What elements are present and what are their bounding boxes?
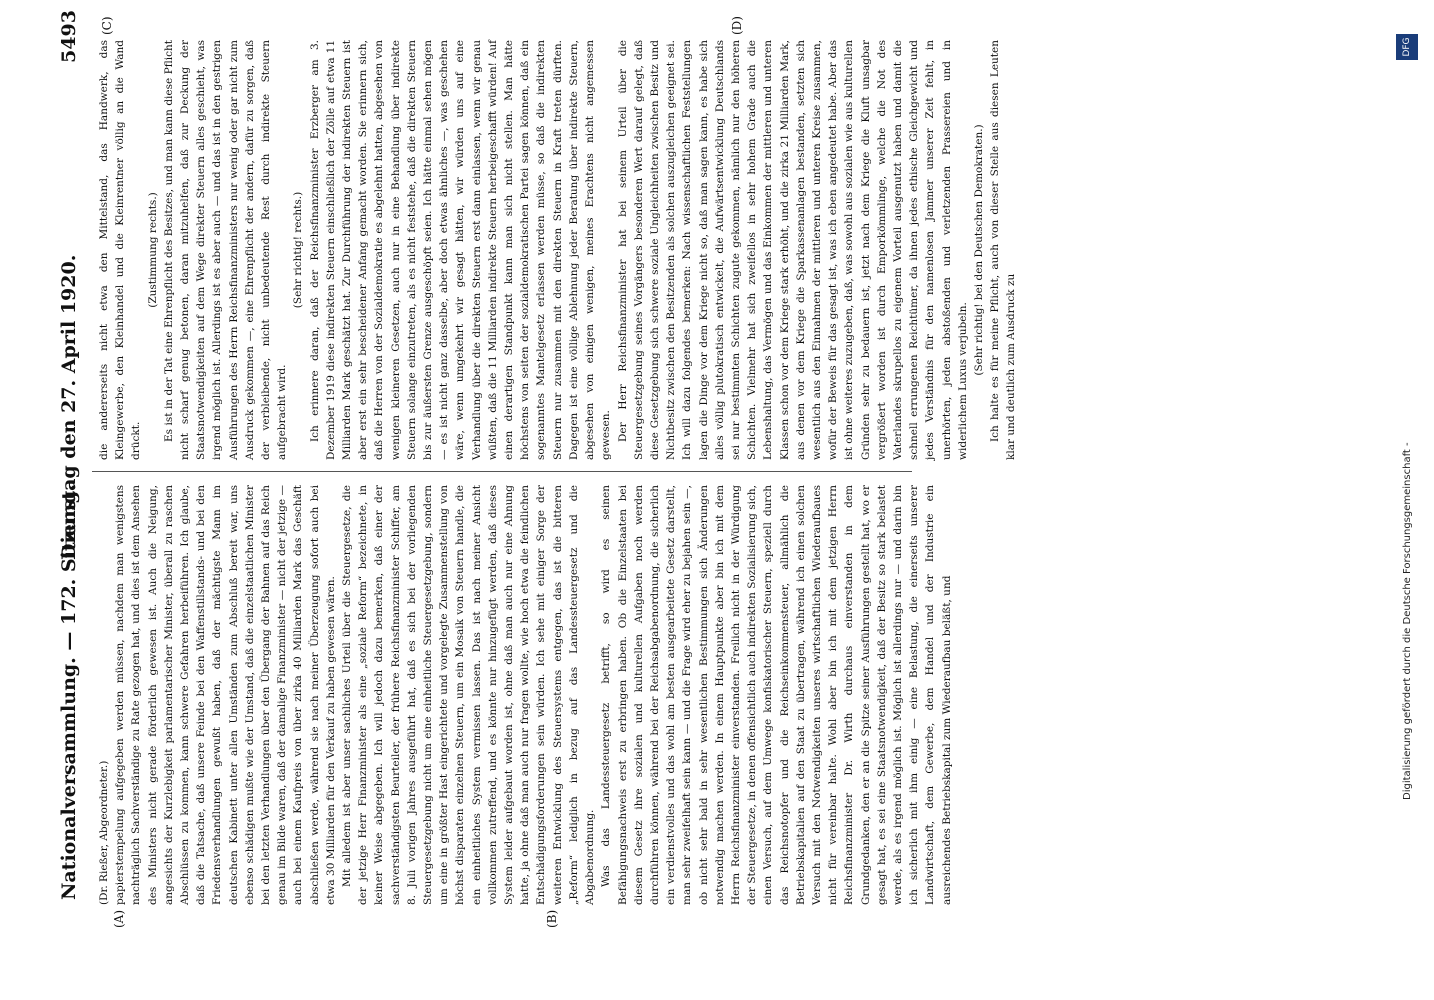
header-date: Dienstag den 27. April 1920. xyxy=(58,254,80,560)
column-divider xyxy=(92,471,912,472)
speaker-line: (Dr. Rießer, Abgeordneter.) xyxy=(98,760,110,905)
dfg-logo: DFG xyxy=(1396,34,1418,60)
digitization-note: Digitalisierung gefördert durch die Deutsche Forschungsgemeinschaft - xyxy=(1402,442,1413,800)
page-number: 5493 xyxy=(58,10,80,63)
paragraph: Mit alledem ist aber unser sachliches Urteil über die Steuergesetze, die der jetzige Herr Finanzminister als eine „soziale Reform“ bezeichnete, in keiner Weise abgegeben. Ich will jedoch dazu bemerken, daß einer der sachverständigsten Beurteiler, der frühere Reichsfinanzminister Schiffer, am 8. Juli vorigen Jahres ausgeführt hat, daß es sich bei der vorliegenden Steuergesetzgebung nicht um eine einheitliche Steuergesetzgebung, sondern um eine in größter Hast eingerichtete und vorgelegte Zusammenstellung von höchst disparaten einzelnen Steuern, um ein Mosaik von Steuern handle, die ein einheitliches System vermissen lassen. Das ist nach meiner Ansicht vollkommen zutreffend, und es könnte nur hinzugefügt werden, daß dieses System leider aufgebaut worden ist, ohne daß man auch nur eine Ahnung hatte, ja ohne daß man auch nur fragen wollte, wie hoch etwa die feindlichen Entschädigungsforderungen sein würden. Ich sehe mit einiger Sorge der weiteren Entwicklung des Steuersystems entgegen, das ist die bitteren „Reform“ lediglich in bezug auf das Landessteuergesetz und die Abgabenordnung. xyxy=(341,485,597,905)
paragraph: Was das Landessteuergesetz betrifft, so wird es seinen Befähigungsnachweis erst zu erbringen haben. Ob die Einzelstaaten bei diesem Gesetz ihre sozialen und kulturellen Aufgaben noch werden durchführen können, während bei der Reichsabgabenordnung, die sicherlich ein verdienstvolles und das wohl am besten ausgearbeitete Gesetz darstellt, man sehr zweifelhaft sein kann — und die Frage wird eher zu bejahen sein —, ob nicht sehr bald in sehr wesentlichen Bestimmungen sich Änderungen notwendig machen werden. In einem Hauptpunkte aber bin ich mit dem Herrn Reichsfinanzminister einverstanden. Freilich nicht in der Würdigung der Steuergesetze, in denen offensichtlich auch indirekten Sozialisierung sich, einen Versuch, auf dem Umwege konfiskatorischer Steuern, speziell durch das Reichsnotopfer und die Reichseinkommensteuer, allmählich die Betriebskapitalien auf den Staat zu übertragen, während ich einen solchen Versuch mit den Notwendigkeiten unseres wirtschaftlichen Wiederaufbaues nicht für vereinbar halte. Wohl aber bin ich mit dem jetzigen Herrn Reichsfinanzminister Dr. Wirth durchaus einverstanden in dem Grundgedanken, den er an die Spitze seiner Ausführungen gestellt hat, wo er gesagt hat, es sei eine Staatsnotwendigkeit, daß der Besitz so stark belastet werde, als es irgend möglich ist. Möglich ist allerdings nur — und darin bin ich sicherlich mit ihm einig — eine Belastung, die einerseits unserer Landwirtschaft, dem Gewerbe, dem Handel und der Industrie ein ausreichendes Betriebskapital zum Wiederaufbau beläßt, und xyxy=(600,485,953,905)
margin-marker-b: (B) xyxy=(545,909,559,928)
interjection: (Zustimmung rechts.) xyxy=(146,192,159,308)
right-column xyxy=(96,40,1018,460)
paragraph: Ich halte es für meine Pflicht, auch von dieser Stelle aus diesen Leuten klar und deutlich zum Ausdruck zu xyxy=(989,40,1018,460)
interjection: (Sehr richtig! bei den Deutschen Demokraten.) xyxy=(972,124,985,376)
paragraph: papierstempelung aufgegeben werden müssen, nachdem man wenigstens nachträglich Sachverständige zu Rate gezogen hat, und dies ist dem Ansehen des Ministers nicht gerade förderlich gewesen ist. Auch die Neigung, angesichts der Kurzlebigkeit parlamentarischer Minister, überall zu raschen Abschlüssen zu kommen, kann schwere Gefahren herbeiführen. Ich glaube, daß die Tatsache, daß unsere Feinde bei den Waffenstillstands- und bei den Friedensverhandlungen gewußt haben, daß der mächtigste Mann im deutschen Kabinett unter allen Umständen zum Abschluß bereit war, uns ebenso schädigen mußte wie der Umstand, daß die einzelstaatlichen Minister bei den letzten Verhandlungen über den Übergang der Bahnen auf das Reich genau im Bilde waren, daß der damalige Finanzminister — nicht der jetzige — auch bei einem Kaufpreis von über zirka 40 Milliarden Mark das Geschäft abschließen werde, während sie nach meiner Überzeugung sofort auch bei etwa 30 Milliarden für den Verkauf zu haben gewesen wären. xyxy=(114,485,337,905)
margin-marker-a: (A) xyxy=(112,909,126,928)
paragraph: Der Herr Reichsfinanzminister hat bei seinem Urteil über die Steuergesetzgebung seines Vorgängers besonderen Wert darauf gelegt, daß diese Gesetzgebung sich schwere soziale Ungleichheiten zwischen Besitz und Nichtbesitz zwischen den Besitzenden als solchen auszugleichen geeignet sei. Ich will dazu folgendes bemerken: Nach wissenschaftlichen Feststellungen lagen die Dinge vor dem Kriege nicht so, daß man sagen kann, es habe sich alles völlig plutokratisch entwickelt, die Aufwärtsentwicklung Deutschlands sei nur bestimmten Schichten zugute gekommen, nämlich nur den höheren Schichten. Vielmehr hat sich zweifellos in sehr hohem Grade auch die Lebenshaltung, das Vermögen und das Einkommen der mittleren und unteren Klassen schon vor dem Kriege stark erhöht, und die zirka 21 Milliarden Mark, aus denen vor dem Kriege die Sparkassenanlagen bestanden, setzten sich wesentlich aus den Einnahmen der mittleren und unteren Kreise zusammen, wofür der Beweis für das gesagt ist, was ich eben angedeutet habe. Aber das ist ohne weiteres zuzugeben, daß, was sowohl aus sozialen wie aus kulturellen Gründen sehr zu bedauern ist, jetzt nach dem Kriege die Kluft unsagbar vergrößert worden ist durch Emporkömmlinge, welche die Not des Vaterlandes skrupellos zu eigenem Vorteil ausgenutzt haben und damit die schnell errungenen Reichtümer, da ihnen jedes ethische Gleichgewicht und jedes Verständnis für den namenlosen Jammer unserer Zeit fehlt, in unerhörten, jeden abstoßenden und verletzenden Prassereien und in widerlichem Luxus verjubeln. xyxy=(616,40,969,460)
interjection: (Sehr richtig! rechts.) xyxy=(292,191,305,309)
left-column xyxy=(96,485,953,905)
running-head xyxy=(58,10,84,970)
paragraph: die andererseits nicht etwa den Mittelstand, das Handwerk, das Kleingewerbe, den Kleinhandel und die Kleinrentner völlig an die Wand drückt. xyxy=(98,40,143,460)
header-title: Nationalversammlung. — 172. Sitzung. xyxy=(58,484,80,900)
margin-marker-c: (C) xyxy=(100,16,114,35)
paragraph: Ich erinnere daran, daß der Reichsfinanzminister Erzberger am 3. Dezember 1919 diese indirekten Steuern einschließlich der Zölle auf etwa 11 Milliarden Mark geschätzt hat. Zur Durchführung der indirekten Steuern ist aber erst ein sehr bescheidener Anfang gemacht worden. Sie erinnern sich, daß die Herren von der Sozialdemokratie es abgelehnt hatten, abgesehen von wenigen kleineren Gesetzen, auch nur in eine Behandlung über indirekte Steuern solange einzutreten, als es nicht feststehe, daß die direkten Steuern bis zur äußersten Grenze ausgeschöpft seien. Ich hätte einmal sehen mögen — es ist nicht ganz dasselbe, aber doch etwas ähnliches —, was geschehen wäre, wenn umgekehrt wir gesagt hätten, wir würden uns auf eine Verhandlung über die direkten Steuern erst dann einlassen, wenn wir genau wüßten, daß die 11 Milliarden indirekte Steuern herbeigeschafft würden! Auf einen derartigen Standpunkt kann man sich nicht stellen. Man hätte höchstens von seiten der sozialdemokratischen Partei sagen können, daß ein sogenanntes Mantelgesetz erlassen werden müsse, so daß die indirekten Steuern nur zusammen mit den direkten Steuern in Kraft treten dürften. Dagegen ist eine völlige Ablehnung jeder Beratung über indirekte Steuern, abgesehen von einigen wenigen, meines Erachtens nicht angemessen gewesen. xyxy=(308,40,613,460)
margin-marker-d: (D) xyxy=(730,16,744,35)
paragraph: Es ist in der Tat eine Ehrenpflicht des Besitzes, und man kann diese Pflicht nicht scharf genug betonen, daran mitzuhelfen, daß zur Deckung der Staatsnotwendigkeiten auf dem Wege direkter Steuern alles geschieht, was irgend möglich ist. Allerdings ist es aber auch — und das ist in den gestrigen Ausführungen des Herrn Reichsfinanzministers nur wenig oder gar nicht zum Ausdruck gekommen —, eine Ehrenpflicht der andern, dafür zu sorgen, daß der verbleibende, nicht unbedeutende Rest durch indirekte Steuern aufgebracht wird. xyxy=(162,40,289,460)
